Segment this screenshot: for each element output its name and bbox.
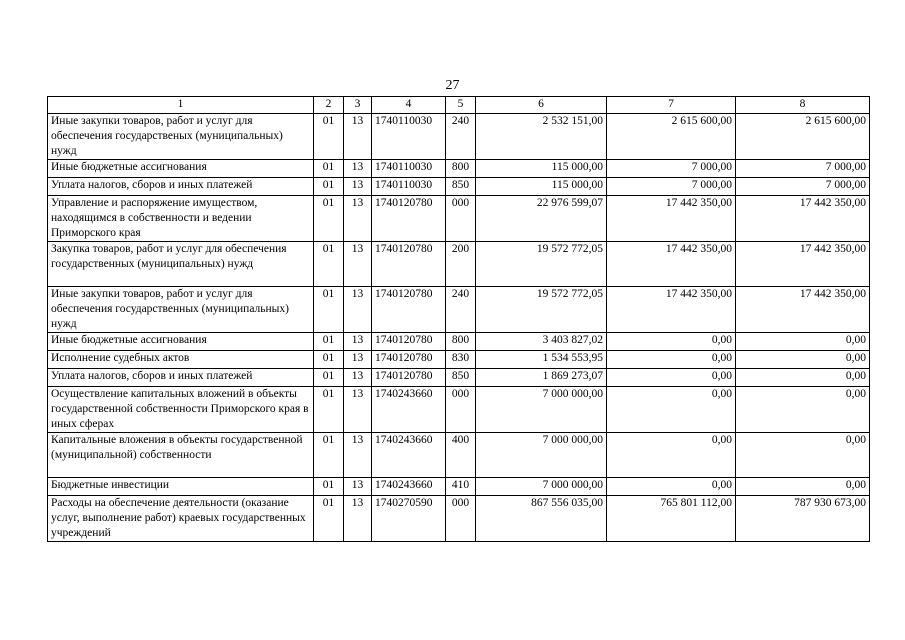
target-article-code: 1740243660 xyxy=(372,478,446,496)
table-row xyxy=(48,333,870,351)
subsection-code: 13 xyxy=(344,160,372,178)
row-name: Бюджетные инвестиции xyxy=(48,478,314,496)
amount-col-7: 0,00 xyxy=(607,333,736,351)
budget-table xyxy=(47,96,870,542)
section-code: 01 xyxy=(314,178,344,196)
subsection-code: 13 xyxy=(344,351,372,369)
target-article-code: 1740243660 xyxy=(372,387,446,433)
subsection-code: 13 xyxy=(344,196,372,242)
section-code: 01 xyxy=(314,496,344,542)
column-header-2: 2 xyxy=(314,97,344,114)
subsection-code: 13 xyxy=(344,496,372,542)
table-row xyxy=(48,433,870,478)
row-name: Уплата налогов, сборов и иных платежей xyxy=(48,369,314,387)
subsection-code: 13 xyxy=(344,433,372,478)
amount-col-8: 7 000,00 xyxy=(736,160,870,178)
amount-col-8: 0,00 xyxy=(736,387,870,433)
amount-col-6: 7 000 000,00 xyxy=(476,433,607,478)
table-row xyxy=(48,178,870,196)
table-row xyxy=(48,351,870,369)
amount-col-6: 1 869 273,07 xyxy=(476,369,607,387)
target-article-code: 1740110030 xyxy=(372,160,446,178)
table-row xyxy=(48,387,870,433)
amount-col-7: 0,00 xyxy=(607,351,736,369)
amount-col-7: 7 000,00 xyxy=(607,178,736,196)
row-name: Расходы на обеспечение деятельности (оказание услуг, выполнение работ) краевых государственных учреждений xyxy=(48,496,314,542)
amount-col-6: 867 556 035,00 xyxy=(476,496,607,542)
table-row xyxy=(48,160,870,178)
row-name: Исполнение судебных актов xyxy=(48,351,314,369)
expense-type-code: 400 xyxy=(446,433,476,478)
amount-col-7: 17 442 350,00 xyxy=(607,242,736,287)
amount-col-8: 17 442 350,00 xyxy=(736,242,870,287)
expense-type-code: 240 xyxy=(446,114,476,160)
section-code: 01 xyxy=(314,287,344,333)
target-article-code: 1740120780 xyxy=(372,242,446,287)
row-name: Иные закупки товаров, работ и услуг для обеспечения государственых (муниципальных) нужд xyxy=(48,114,314,160)
expense-type-code: 850 xyxy=(446,369,476,387)
target-article-code: 1740110030 xyxy=(372,114,446,160)
page-number: 27 xyxy=(445,78,460,93)
amount-col-7: 0,00 xyxy=(607,387,736,433)
expense-type-code: 410 xyxy=(446,478,476,496)
row-name: Иные бюджетные ассигнования xyxy=(48,160,314,178)
subsection-code: 13 xyxy=(344,478,372,496)
target-article-code: 1740120780 xyxy=(372,351,446,369)
amount-col-8: 0,00 xyxy=(736,369,870,387)
amount-col-8: 0,00 xyxy=(736,333,870,351)
subsection-code: 13 xyxy=(344,178,372,196)
amount-col-8: 0,00 xyxy=(736,433,870,478)
section-code: 01 xyxy=(314,387,344,433)
amount-col-8: 0,00 xyxy=(736,478,870,496)
column-header-1: 1 xyxy=(48,97,314,114)
amount-col-7: 7 000,00 xyxy=(607,160,736,178)
amount-col-6: 22 976 599,07 xyxy=(476,196,607,242)
amount-col-7: 0,00 xyxy=(607,369,736,387)
amount-col-6: 19 572 772,05 xyxy=(476,287,607,333)
target-article-code: 1740120780 xyxy=(372,287,446,333)
section-code: 01 xyxy=(314,369,344,387)
table-row xyxy=(48,478,870,496)
row-name: Капитальные вложения в объекты государственной (муниципальной) собственности xyxy=(48,433,314,478)
section-code: 01 xyxy=(314,114,344,160)
amount-col-6: 19 572 772,05 xyxy=(476,242,607,287)
section-code: 01 xyxy=(314,351,344,369)
row-name: Осуществление капитальных вложений в объекты государственной собственности Приморского края в иных сферах xyxy=(48,387,314,433)
expense-type-code: 830 xyxy=(446,351,476,369)
section-code: 01 xyxy=(314,433,344,478)
section-code: 01 xyxy=(314,196,344,242)
amount-col-7: 765 801 112,00 xyxy=(607,496,736,542)
subsection-code: 13 xyxy=(344,333,372,351)
expense-type-code: 200 xyxy=(446,242,476,287)
amount-col-6: 7 000 000,00 xyxy=(476,478,607,496)
expense-type-code: 000 xyxy=(446,387,476,433)
row-name: Управление и распоряжение имуществом, находящимся в собственности и ведении Приморского края xyxy=(48,196,314,242)
section-code: 01 xyxy=(314,242,344,287)
subsection-code: 13 xyxy=(344,114,372,160)
column-header-7: 7 xyxy=(607,97,736,114)
column-header-5: 5 xyxy=(446,97,476,114)
amount-col-8: 17 442 350,00 xyxy=(736,287,870,333)
amount-col-6: 115 000,00 xyxy=(476,178,607,196)
table-row xyxy=(48,242,870,287)
expense-type-code: 850 xyxy=(446,178,476,196)
amount-col-7: 2 615 600,00 xyxy=(607,114,736,160)
column-header-6: 6 xyxy=(476,97,607,114)
expense-type-code: 800 xyxy=(446,333,476,351)
column-header-4: 4 xyxy=(372,97,446,114)
target-article-code: 1740243660 xyxy=(372,433,446,478)
section-code: 01 xyxy=(314,333,344,351)
target-article-code: 1740120780 xyxy=(372,369,446,387)
amount-col-7: 17 442 350,00 xyxy=(607,196,736,242)
subsection-code: 13 xyxy=(344,387,372,433)
subsection-code: 13 xyxy=(344,287,372,333)
amount-col-6: 3 403 827,02 xyxy=(476,333,607,351)
amount-col-7: 0,00 xyxy=(607,433,736,478)
amount-col-6: 115 000,00 xyxy=(476,160,607,178)
target-article-code: 1740270590 xyxy=(372,496,446,542)
amount-col-8: 787 930 673,00 xyxy=(736,496,870,542)
table-row xyxy=(48,369,870,387)
header-row xyxy=(48,97,870,114)
table-row xyxy=(48,287,870,333)
amount-col-8: 17 442 350,00 xyxy=(736,196,870,242)
row-name: Иные закупки товаров, работ и услуг для обеспечения государственных (муниципальных) нужд xyxy=(48,287,314,333)
amount-col-8: 7 000,00 xyxy=(736,178,870,196)
table-row xyxy=(48,496,870,542)
section-code: 01 xyxy=(314,478,344,496)
expense-type-code: 000 xyxy=(446,496,476,542)
amount-col-8: 2 615 600,00 xyxy=(736,114,870,160)
expense-type-code: 000 xyxy=(446,196,476,242)
expense-type-code: 800 xyxy=(446,160,476,178)
table-row xyxy=(48,114,870,160)
target-article-code: 1740120780 xyxy=(372,333,446,351)
target-article-code: 1740120780 xyxy=(372,196,446,242)
section-code: 01 xyxy=(314,160,344,178)
amount-col-6: 2 532 151,00 xyxy=(476,114,607,160)
subsection-code: 13 xyxy=(344,369,372,387)
amount-col-7: 0,00 xyxy=(607,478,736,496)
amount-col-6: 1 534 553,95 xyxy=(476,351,607,369)
expense-type-code: 240 xyxy=(446,287,476,333)
target-article-code: 1740110030 xyxy=(372,178,446,196)
table-row xyxy=(48,196,870,242)
subsection-code: 13 xyxy=(344,242,372,287)
row-name: Уплата налогов, сборов и иных платежей xyxy=(48,178,314,196)
column-header-3: 3 xyxy=(344,97,372,114)
row-name: Иные бюджетные ассигнования xyxy=(48,333,314,351)
amount-col-7: 17 442 350,00 xyxy=(607,287,736,333)
amount-col-6: 7 000 000,00 xyxy=(476,387,607,433)
amount-col-8: 0,00 xyxy=(736,351,870,369)
row-name: Закупка товаров, работ и услуг для обеспечения государственных (муниципальных) нужд xyxy=(48,242,314,287)
column-header-8: 8 xyxy=(736,97,870,114)
